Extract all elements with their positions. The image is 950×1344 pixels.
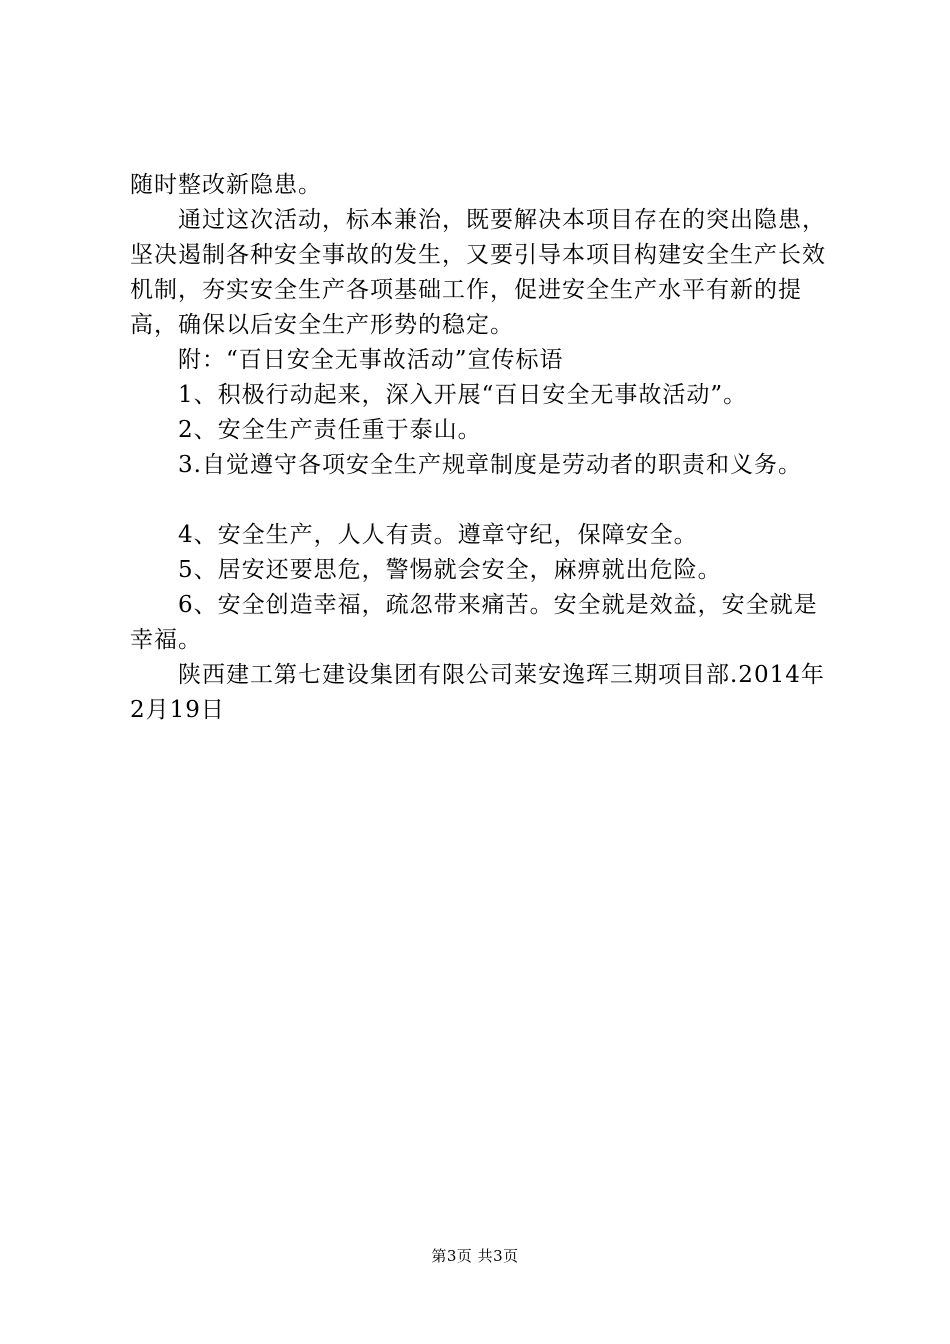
- slogan-item-5: 5、居安还要思危，警惕就会安全，麻痹就出危险。: [178, 557, 722, 583]
- paragraph-activity-summary: 通过这次活动，标本兼治，既要解决本项目存在的突出隐患，坚决遏制各种安全事故的发生，又要引导本项目构建安全生产长效机制，夯实安全生产各项基础工作，促进安全生产水平有新的提高，确保以后安全生产形势的稳定。: [130, 207, 826, 338]
- slogan-item-2: 2、安全生产责任重于泰山。: [178, 417, 482, 443]
- document-body: [130, 168, 835, 728]
- page-footer: 第3页 共3页: [431, 1247, 519, 1265]
- slogan-item-3: 3.自觉遵守各项安全生产规章制度是劳动者的职责和义务。: [178, 452, 802, 478]
- slogan-item-6: 6、安全创造幸福，疏忽带来痛苦。安全就是效益，安全就是幸福。: [130, 592, 818, 653]
- slogan-item-4: 4、安全生产，人人有责。遵章守纪，保障安全。: [178, 522, 698, 548]
- slogan-item-1: 1、积极行动起来，深入开展“百日安全无事故活动”。: [178, 382, 748, 408]
- blank-line: [130, 483, 835, 518]
- paragraph-continuation: 随时整改新隐患。: [130, 172, 322, 198]
- signature-date: 陕西建工第七建设集团有限公司莱安逸珲三期项目部.2014年2月19日: [130, 662, 825, 723]
- paragraph-slogan-heading: 附：“百日安全无事故活动”宣传标语: [178, 347, 564, 373]
